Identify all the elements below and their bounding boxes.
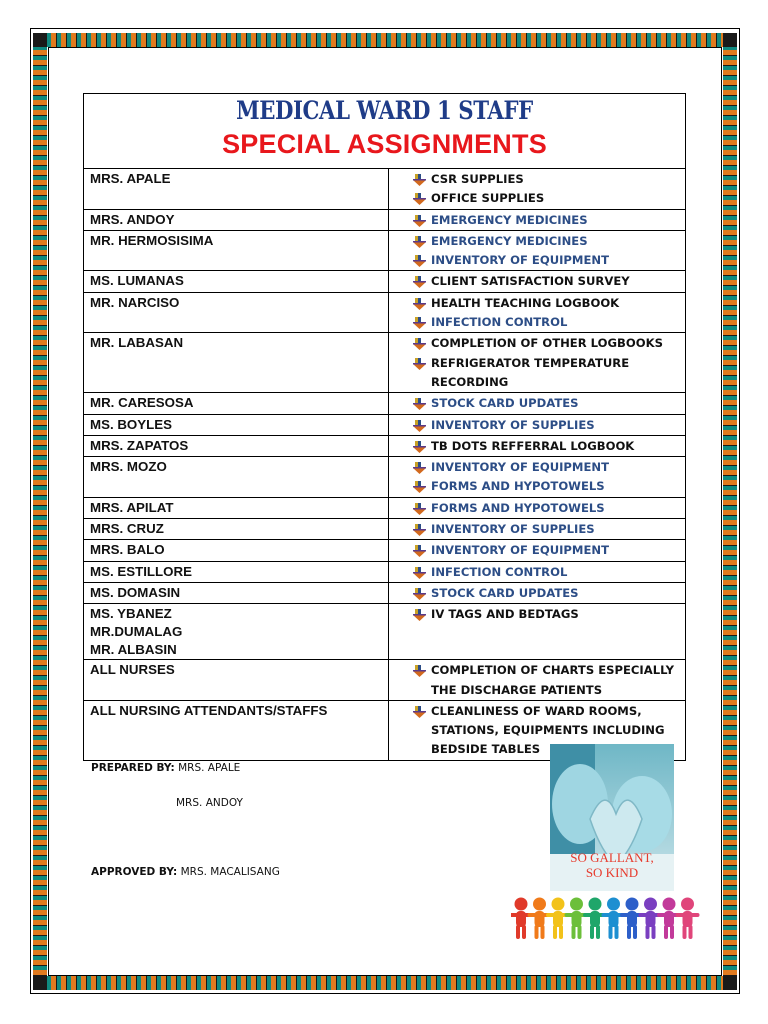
arrow-down-icon <box>413 251 431 270</box>
assignment-item <box>413 563 685 582</box>
arrow-down-icon <box>413 541 431 560</box>
arrow-down-icon <box>413 437 431 456</box>
person-figure <box>546 898 570 940</box>
approved-by <box>91 866 280 878</box>
approved-by-name: MRS. MACALISANG <box>180 866 280 878</box>
assignment-cell <box>389 519 686 540</box>
assignment-cell <box>389 209 686 230</box>
assignment-item <box>413 313 685 332</box>
staff-name-cell <box>84 457 389 498</box>
arrow-down-icon <box>413 499 431 518</box>
heart-hands-image <box>550 744 674 891</box>
staff-name: ALL NURSING ATTENDANTS/STAFFS <box>90 702 328 718</box>
staff-name-cell <box>84 333 389 393</box>
staff-name: MRS. ANDOY <box>90 211 175 227</box>
staff-name-cell <box>84 497 389 518</box>
assignment-text: FORMS AND HYPOTOWELS <box>431 500 605 515</box>
table-row <box>84 582 686 603</box>
arrow-down-icon <box>413 520 431 539</box>
table-row <box>84 435 686 456</box>
staff-name: MRS. BALO <box>90 542 165 558</box>
assignment-item <box>413 294 685 313</box>
arrow-down-icon <box>413 170 431 189</box>
assignment-item <box>413 661 685 700</box>
staff-name: MR.DUMALAG <box>90 624 183 640</box>
arrow-down-icon <box>413 272 431 291</box>
arrow-down-icon <box>413 232 431 251</box>
table-row <box>84 414 686 435</box>
assignment-cell <box>389 292 686 333</box>
prepared-by <box>91 762 240 774</box>
assignment-text: EMERGENCY MEDICINES <box>431 233 588 248</box>
table-row <box>84 333 686 393</box>
assignment-cell <box>389 230 686 271</box>
assignment-text: REFRIGERATOR TEMPERATURE RECORDING <box>431 355 630 389</box>
table-row <box>84 561 686 582</box>
assignment-cell <box>389 414 686 435</box>
staff-name: MR. CARESOSA <box>90 395 194 411</box>
staff-name: MR. LABASAN <box>90 335 184 351</box>
prepared-by-label: PREPARED BY: <box>91 762 175 774</box>
person-figure <box>528 898 552 940</box>
assignment-item <box>413 354 685 393</box>
staff-name: MRS. APALE <box>90 171 171 186</box>
assignment-item <box>413 272 685 291</box>
person-figure <box>657 898 681 940</box>
assignment-cell <box>389 561 686 582</box>
assignment-item <box>413 437 685 456</box>
staff-name: MR. NARCISO <box>90 294 180 310</box>
arrow-down-icon <box>413 661 431 680</box>
staff-name-cell <box>84 700 389 760</box>
assignment-cell <box>389 540 686 561</box>
photo-caption-line2: SO KIND <box>585 865 639 880</box>
arrow-down-icon <box>413 416 431 435</box>
frame-bottom <box>47 976 723 990</box>
assignment-item <box>413 170 685 189</box>
assignment-text: HEALTH TEACHING LOGBOOK <box>431 295 620 310</box>
frame-corner <box>723 976 737 990</box>
assignment-cell <box>389 497 686 518</box>
assignment-cell <box>389 393 686 414</box>
assignment-cell <box>389 169 686 210</box>
assignment-item <box>413 416 685 435</box>
title-cell <box>84 94 686 169</box>
table-row <box>84 393 686 414</box>
staff-name-cell <box>84 393 389 414</box>
staff-name: MR. ALBASIN <box>90 642 177 658</box>
arrow-down-icon <box>413 211 431 230</box>
assignment-text: INVENTORY OF EQUIPMENT <box>431 253 609 268</box>
assignment-text: CSR SUPPLIES <box>431 172 524 186</box>
frame-corner <box>33 33 47 47</box>
person-figure <box>639 898 663 940</box>
assignment-text: COMPLETION OF OTHER LOGBOOKS <box>431 336 663 351</box>
assignment-item <box>413 584 685 603</box>
assignment-item <box>413 251 685 270</box>
staff-name-cell <box>84 660 389 701</box>
assignment-cell <box>389 435 686 456</box>
staff-name: MS. ESTILLORE <box>90 563 192 579</box>
assignment-text: EMERGENCY MEDICINES <box>431 212 588 227</box>
staff-name: MS. LUMANAS <box>90 273 184 289</box>
assignment-text: OFFICE SUPPLIES <box>431 191 545 206</box>
frame-left <box>33 46 47 976</box>
staff-name: MRS. MOZO <box>90 459 167 475</box>
assignment-cell <box>389 582 686 603</box>
staff-name: MRS. ZAPATOS <box>90 437 189 453</box>
assignment-item <box>413 605 685 624</box>
person-figure <box>676 898 700 940</box>
arrow-down-icon <box>413 477 431 496</box>
assignment-cell <box>389 660 686 701</box>
table-row <box>84 540 686 561</box>
assignment-text: COMPLETION OF CHARTS ESPECIALLY THE DISCHARGE PATIENTS <box>431 663 675 697</box>
assignment-item <box>413 458 685 477</box>
table-row <box>84 230 686 271</box>
photo-caption-line1: SO GALLANT, <box>570 850 654 865</box>
table-row <box>84 457 686 498</box>
frame-right <box>723 46 737 976</box>
assignment-text: INFECTION CONTROL <box>431 315 568 330</box>
approved-by-label: APPROVED BY: <box>91 866 178 878</box>
staff-name-cell <box>84 604 389 660</box>
table-row <box>84 271 686 292</box>
person-figure <box>602 898 626 940</box>
assignment-text: TB DOTS REFFERRAL LOGBOOK <box>431 438 635 453</box>
arrow-down-icon <box>413 563 431 582</box>
staff-name: MRS. CRUZ <box>90 521 164 537</box>
assignment-text: CLIENT SATISFACTION SURVEY <box>431 274 630 289</box>
document-subtitle: SPECIAL ASSIGNMENTS <box>222 129 547 159</box>
assignment-text: FORMS AND HYPOTOWELS <box>431 479 605 494</box>
assignment-item <box>413 394 685 413</box>
assignment-cell <box>389 333 686 393</box>
staff-name: MS. YBANEZ <box>90 606 172 622</box>
staff-name-cell <box>84 414 389 435</box>
arrow-down-icon <box>413 313 431 332</box>
assignment-text: INVENTORY OF EQUIPMENT <box>431 460 609 475</box>
table-row <box>84 169 686 210</box>
staff-name: MRS. APILAT <box>90 499 174 515</box>
arrow-down-icon <box>413 334 431 353</box>
assignment-text: IV TAGS AND BEDTAGS <box>431 607 579 622</box>
staff-name-cell <box>84 582 389 603</box>
assignment-cell <box>389 271 686 292</box>
arrow-down-icon <box>413 605 431 624</box>
staff-name-cell <box>84 435 389 456</box>
staff-name: MR. HERMOSISIMA <box>90 232 214 248</box>
arrow-down-icon <box>413 394 431 413</box>
assignment-text: INFECTION CONTROL <box>431 564 568 579</box>
document-title: MEDICAL WARD 1 STAFF <box>236 96 533 125</box>
person-figure <box>583 898 607 940</box>
arrow-down-icon <box>413 702 431 721</box>
people-chain-image <box>511 892 709 942</box>
table-row <box>84 660 686 701</box>
frame-corner <box>33 976 47 990</box>
assignment-text: STOCK CARD UPDATES <box>431 396 579 411</box>
assignment-item <box>413 499 685 518</box>
staff-name: MS. DOMASIN <box>90 584 181 600</box>
assignment-item <box>413 334 685 353</box>
table-row <box>84 292 686 333</box>
staff-name-cell <box>84 271 389 292</box>
assignment-text: CLEANLINESS OF WARD ROOMS, STATIONS, EQUIPMENTS INCLUDING BEDSIDE TABLES <box>431 703 665 757</box>
table-row <box>84 497 686 518</box>
arrow-down-icon <box>413 354 431 373</box>
frame-corner <box>723 33 737 47</box>
assignment-item <box>413 541 685 560</box>
assignment-text: STOCK CARD UPDATES <box>431 585 579 600</box>
staff-name-cell <box>84 540 389 561</box>
person-figure <box>620 898 644 940</box>
staff-name-cell <box>84 230 389 271</box>
assignment-cell <box>389 457 686 498</box>
staff-name: MS. BOYLES <box>90 416 173 432</box>
title-row <box>84 94 686 169</box>
assignment-text: INVENTORY OF SUPPLIES <box>431 417 595 432</box>
assignment-item <box>413 189 685 208</box>
assignment-text: INVENTORY OF SUPPLIES <box>431 522 595 537</box>
staff-name: ALL NURSES <box>90 662 175 678</box>
arrow-down-icon <box>413 294 431 313</box>
person-figure <box>511 898 533 940</box>
nurse-hands-photo <box>550 744 674 891</box>
assignment-text: INVENTORY OF EQUIPMENT <box>431 543 609 558</box>
prepared-by-name-2: MRS. ANDOY <box>176 797 243 809</box>
staff-name-cell <box>84 292 389 333</box>
arrow-down-icon <box>413 458 431 477</box>
staff-name-cell <box>84 209 389 230</box>
assignment-cell <box>389 604 686 660</box>
frame-top <box>47 33 723 47</box>
prepared-by-name-1: MRS. APALE <box>178 762 241 774</box>
assignment-item <box>413 232 685 251</box>
staff-name-cell <box>84 561 389 582</box>
assignment-item <box>413 520 685 539</box>
staff-name-cell <box>84 169 389 210</box>
assignment-item <box>413 211 685 230</box>
assignment-item <box>413 477 685 496</box>
table-row <box>84 519 686 540</box>
arrow-down-icon <box>413 584 431 603</box>
staff-name-cell <box>84 519 389 540</box>
table-row <box>84 604 686 660</box>
table-row <box>84 209 686 230</box>
assignments-table <box>83 93 686 761</box>
person-figure <box>565 898 589 940</box>
arrow-down-icon <box>413 189 431 208</box>
